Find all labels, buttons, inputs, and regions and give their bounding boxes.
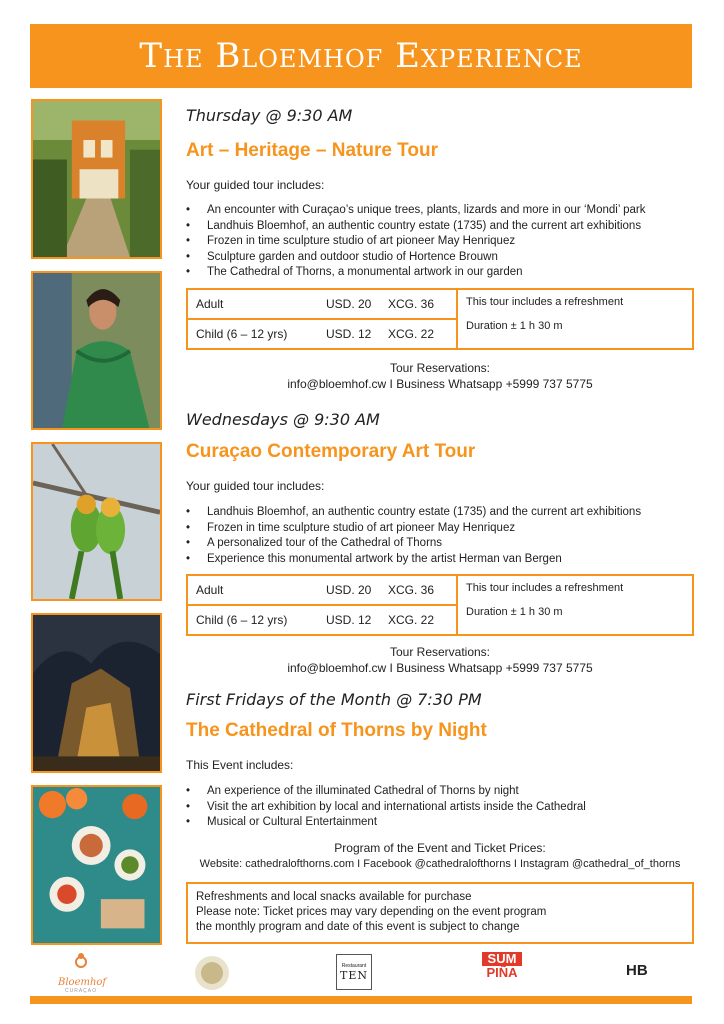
list-item: • A personalized tour of the Cathedral of Thorns [186, 536, 641, 552]
tour-3-intro: This Event includes: [186, 758, 294, 772]
price-row-adult [188, 576, 456, 604]
list-item: • Landhuis Bloemhof, an authentic country estate (1735) and the current art exhibitions [186, 505, 641, 521]
tour-1-extras [458, 290, 692, 348]
tour-3-bullets [186, 784, 586, 831]
duration-note: Duration ± 1 h 30 m [466, 606, 563, 618]
tour-3-program [186, 840, 694, 872]
price-table [188, 576, 458, 634]
sponsor-logos [0, 950, 724, 994]
photo-food-table [31, 785, 162, 945]
photo-parrots [31, 442, 162, 601]
tour-1-bullets [186, 203, 646, 281]
program-title: Program of the Event and Ticket Prices: [334, 841, 546, 855]
sun-seal-logo [192, 954, 232, 997]
list-item: • Frozen in time sculpture studio of art pioneer May Henriquez [186, 234, 646, 250]
price-label: Adult [196, 583, 224, 597]
bloemhof-logo: Bloemhof CURAÇAO [58, 952, 104, 994]
price-usd: USD. 20 [326, 583, 372, 597]
tour-3-schedule: First Fridays of the Month @ 7:30 PM [186, 690, 482, 709]
refreshment-note: This tour includes a refreshment [466, 582, 624, 594]
tour-1-title: Art – Heritage – Nature Tour [186, 140, 438, 161]
tour-2-schedule: Wednesdays @ 9:30 AM [186, 410, 380, 429]
price-xcg: XCG. 36 [388, 583, 435, 597]
price-xcg: XCG. 22 [388, 327, 435, 341]
reservations-contact[interactable]: info@bloemhof.cw I Business Whatsapp +5999 737 5775 [287, 377, 593, 391]
price-usd: USD. 12 [326, 613, 372, 627]
list-item: • An encounter with Curaçao’s unique trees, plants, lizards and more in our ‘Mondi’ park [186, 203, 646, 219]
list-item: • Frozen in time sculpture studio of art pioneer May Henriquez [186, 521, 641, 537]
price-xcg: XCG. 22 [388, 613, 435, 627]
list-item: • Experience this monumental artwork by the artist Herman van Bergen [186, 552, 641, 568]
tour-1-intro: Your guided tour includes: [186, 178, 325, 192]
ten-logo: Restaurant TEN [336, 954, 372, 990]
header-banner [30, 24, 692, 88]
tour-3-title: The Cathedral of Thorns by Night [186, 720, 487, 741]
price-row-child [188, 604, 456, 634]
tour-2-bullets [186, 505, 641, 567]
list-item: • The Cathedral of Thorns, a monumental artwork in our garden [186, 265, 646, 281]
footer-bar [30, 996, 692, 1004]
list-item: • Visit the art exhibition by local and international artists inside the Cathedral [186, 800, 586, 816]
price-usd: USD. 20 [326, 297, 372, 311]
tour-1-schedule: Thursday @ 9:30 AM [186, 106, 353, 125]
list-item: • An experience of the illuminated Cathedral of Thorns by night [186, 784, 586, 800]
list-item: • Landhuis Bloemhof, an authentic country estate (1735) and the current art exhibitions [186, 219, 646, 235]
price-label: Adult [196, 297, 224, 311]
tour-2-intro: Your guided tour includes: [186, 479, 325, 493]
list-item: • Musical or Cultural Entertainment [186, 815, 586, 831]
price-row-adult [188, 290, 456, 318]
sun-icon [192, 954, 232, 992]
price-row-child [188, 318, 456, 348]
notice-line: Please note: Ticket prices may vary depending on the event program [196, 906, 547, 918]
price-table [188, 290, 458, 348]
program-links[interactable]: Website: cathedralofthorns.com I Facebook @cathedralofthorns I Instagram @cathedral_of_thorns [199, 858, 681, 870]
price-xcg: XCG. 36 [388, 297, 435, 311]
reservations-title: Tour Reservations: [389, 361, 491, 375]
tour-2-reservations [186, 644, 694, 676]
flower-icon [71, 952, 91, 972]
tour-2-price-box [186, 574, 694, 636]
refreshment-note: This tour includes a refreshment [466, 296, 624, 308]
price-label: Child (6 – 12 yrs) [196, 613, 288, 627]
price-usd: USD. 12 [326, 327, 372, 341]
reservations-title: Tour Reservations: [389, 645, 491, 659]
price-label: Child (6 – 12 yrs) [196, 327, 288, 341]
photo-portrait-painting [31, 271, 162, 430]
notice-line: the monthly program and date of this event is subject to change [196, 921, 520, 933]
photo-cathedral-night [31, 613, 162, 773]
page-title: The Bloemhof Experience [139, 36, 583, 76]
photo-house-entrance [31, 99, 162, 259]
list-item: • Sculpture garden and outdoor studio of Hortence Brouwn [186, 250, 646, 266]
tour-1-price-box [186, 288, 694, 350]
sum-pina-logo: SUM PIÑA [482, 952, 522, 980]
tour-1-reservations [186, 360, 694, 392]
hb-logo: HB [626, 962, 648, 979]
tour-2-extras [458, 576, 692, 634]
notice-box [186, 882, 694, 944]
reservations-contact[interactable]: info@bloemhof.cw I Business Whatsapp +5999 737 5775 [287, 661, 593, 675]
notice-line: Refreshments and local snacks available for purchase [196, 891, 472, 903]
duration-note: Duration ± 1 h 30 m [466, 320, 563, 332]
tour-2-title: Curaçao Contemporary Art Tour [186, 441, 476, 462]
